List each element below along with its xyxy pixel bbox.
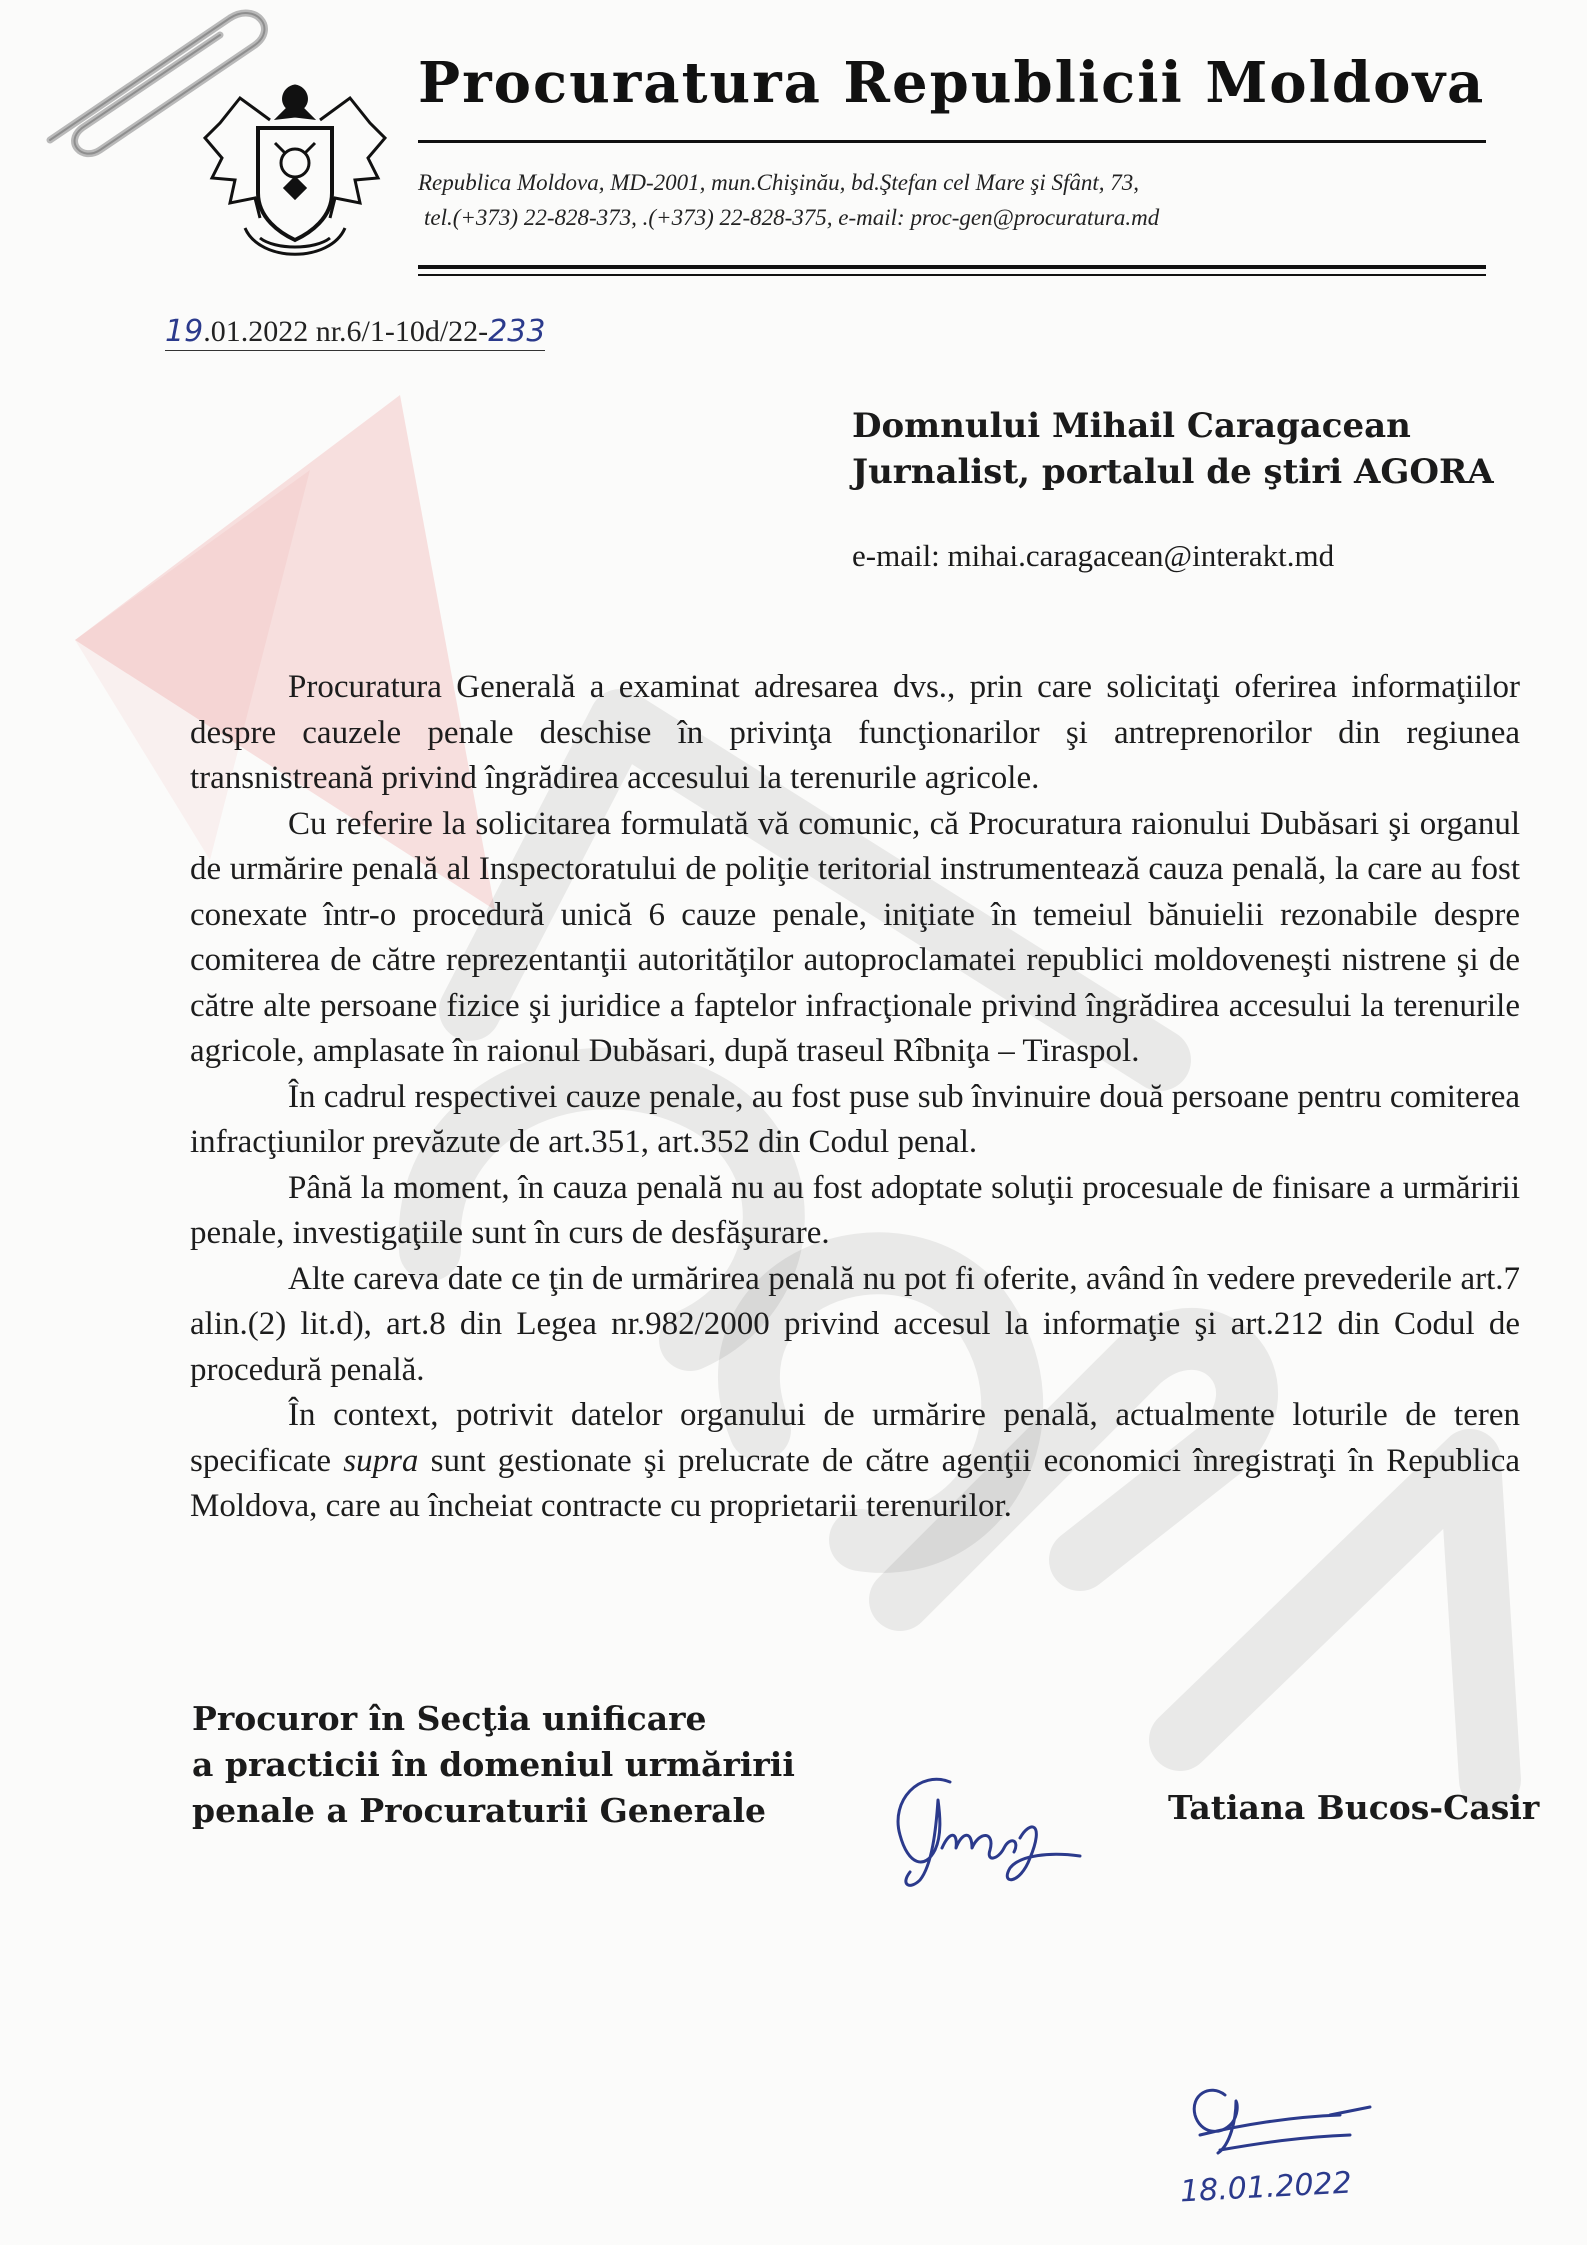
header-divider xyxy=(418,265,1486,269)
organization-title: Procuratura Republicii Moldova xyxy=(418,50,1486,116)
body-paragraph: Procuratura Generală a examinat adresarea dvs., prin care solicitaţi oferirea informaţiilor despre cauzele penale deschise în privinţa funcţionarilor şi antreprenorilor din regiunea transnistreană privind îngrădirea accesului la terenurile agricole. xyxy=(190,669,1520,796)
handwritten-initials xyxy=(1180,2065,1400,2185)
italic-word: supra xyxy=(343,1442,419,1479)
recipient-name: Domnului Mihail Caragacean xyxy=(852,406,1411,446)
handwritten-signature xyxy=(880,1760,1090,1900)
reference-number: .01.2022 nr.6/1-10d/22- xyxy=(203,315,489,348)
handwritten-day: 19 xyxy=(165,314,204,349)
body-paragraph xyxy=(190,1393,1520,1530)
recipient-title: Jurnalist, portalul de ştiri AGORA xyxy=(852,452,1494,492)
header-divider-thin xyxy=(418,274,1486,276)
title-rule xyxy=(418,140,1486,143)
body-paragraph: Alte careva date ce ţin de urmărirea penală nu pot fi oferite, având în vedere prevederile art.7 alin.(2) lit.d), art.8 din Legea nr.982/2000 privind accesul la informaţie şi art.212 din Codul de procedură penală. xyxy=(190,1260,1520,1388)
body-text: sunt gestionate şi prelucrate de către agenţii economici înregistraţi în Republica Moldova, care au încheiat contracte cu proprietarii terenurilor. xyxy=(190,1442,1520,1524)
body-paragraph: Cu referire la solicitarea formulată vă comunic, că Procuratura raionului Dubăsari şi organul de urmărire penală al Inspectoratului de poliţie teritorial instrumentează cauza penală, la care au fost conexate într-o procedură unică 6 cauze penale, iniţiate în temeiul bănuielii rezonabile despre comiterea de către reprezentanţii autorităţilor autoproclamatei republici moldoveneşti nistrene şi de către alte persoane fizice şi juridice a faptelor infracţionale privind îngrădirea accesului la terenurile agricole, amplasate în raionul Dubăsari, după traseul Rîbniţa – Tiraspol. xyxy=(190,805,1520,1069)
signatory-role-line: Procuror în Secţia unificare xyxy=(192,1699,707,1738)
letter-body xyxy=(190,665,1520,1530)
handwritten-date: 18.01.2022 xyxy=(1179,2165,1353,2210)
signatory-role-line: penale a Procuraturii Generale xyxy=(192,1791,767,1830)
address-line: Republica Moldova, MD-2001, mun.Chişinău, bd.Ştefan cel Mare şi Sfânt, 73, xyxy=(418,170,1139,195)
coat-of-arms-icon xyxy=(200,68,390,268)
contact-line: tel.(+373) 22-828-373, .(+373) 22-828-375, e-mail: proc-gen@procuratura.md xyxy=(424,205,1160,230)
body-text: În context, potrivit datelor organului de urmărire penală, actualmente loturile de teren specificate xyxy=(190,1397,1520,1479)
body-paragraph: În cadrul respectivei cauze penale, au fost puse sub învinuire două persoane pentru comiterea infracţiunilor prevăzute de art.351, art.352 din Codul penal. xyxy=(190,1078,1520,1160)
signatory-role xyxy=(192,1696,795,1834)
signatory-role-line: a practicii în domeniul urmăririi xyxy=(192,1745,795,1784)
signatory-name: Tatiana Bucos-Casir xyxy=(1168,1788,1540,1827)
body-paragraph: Până la moment, în cauza penală nu au fost adoptate soluţii procesuale de finisare a urmăririi penale, investigaţiile sunt în curs de desfăşurare. xyxy=(190,1169,1520,1251)
handwritten-number: 233 xyxy=(488,314,546,349)
document-reference xyxy=(165,314,545,351)
recipient-email: e-mail: mihai.caragacean@interakt.md xyxy=(852,538,1335,573)
